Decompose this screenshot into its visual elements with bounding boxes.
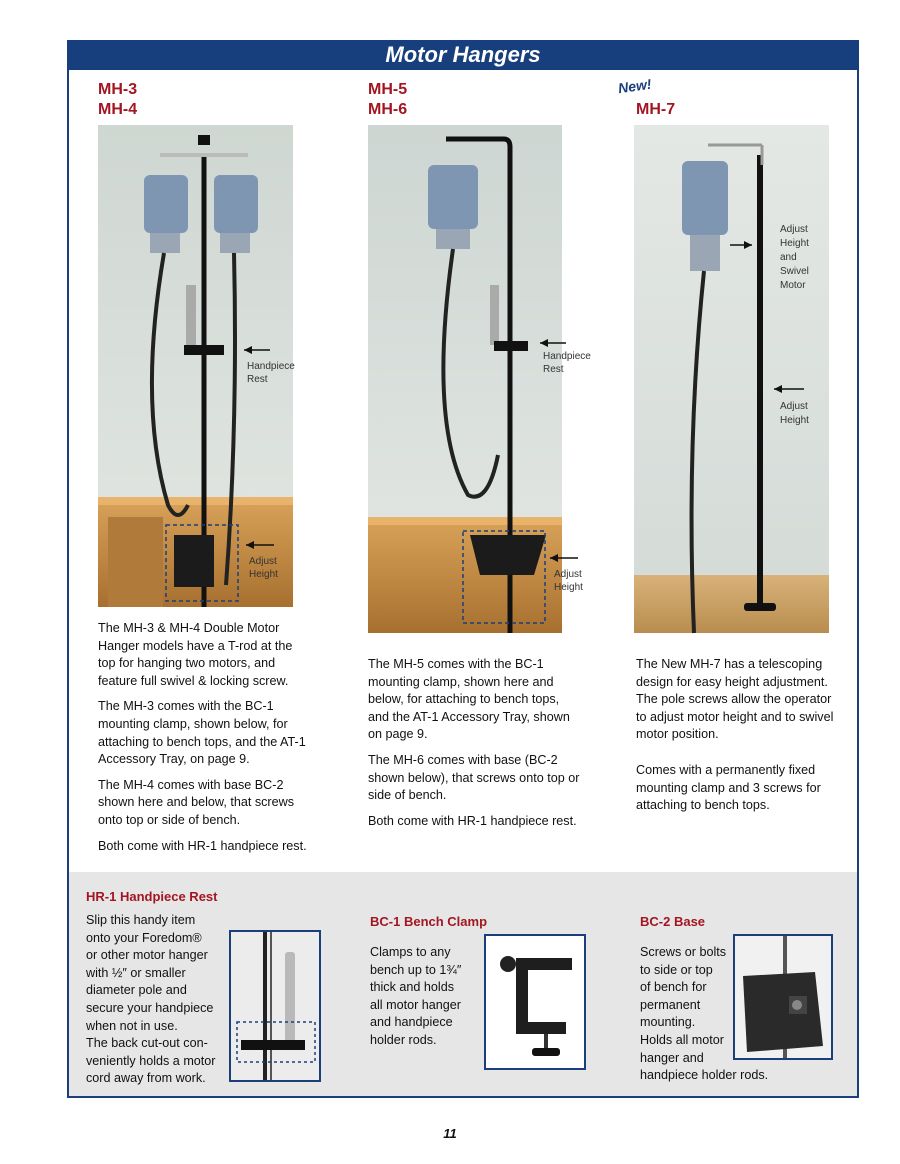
page-title: Motor Hangers (67, 40, 859, 70)
bc1-description (370, 944, 482, 1050)
model-name-mh4: MH-4 (98, 101, 138, 118)
bc2-line: hanger and (640, 1050, 704, 1065)
label-handpiece-rest-line2: Rest (247, 374, 268, 385)
mh3-paragraph-3: The MH-4 comes with base BC-2 shown here and below, that screws onto top or side of bench. (98, 777, 295, 827)
model-name-mh6: MH-6 (368, 101, 408, 118)
label-adjust-swivel-line5: Motor (780, 280, 806, 291)
hr1-description (86, 912, 226, 1088)
mh3-mh4-illustration (98, 125, 293, 607)
bc2-line: handpiece holder rods. (640, 1068, 769, 1083)
mh5-mh6-description (368, 656, 583, 838)
label-handpiece-rest-line1: Handpiece (543, 351, 591, 362)
page-number: 11 (443, 1126, 457, 1141)
new-badge: New! (617, 75, 653, 97)
label-adjust-swivel-line1: Adjust (780, 224, 808, 235)
label-adjust-height-line1: Adjust (780, 401, 808, 412)
label-adjust-height-line1: Adjust (554, 569, 582, 580)
bc2-heading: BC-2 Base (640, 914, 706, 929)
mh5-mh6-photo (368, 125, 591, 633)
model-name-mh5: MH-5 (368, 81, 408, 98)
bc1-line: thick and holds (370, 980, 455, 995)
bc2-photo (733, 934, 833, 1060)
bc1-line: all motor hanger (370, 997, 462, 1012)
hr1-line: with ½″ or smaller (86, 965, 186, 980)
hr1-line: onto your Foredom® (86, 930, 202, 945)
label-handpiece-rest-line2: Rest (543, 364, 564, 375)
bc2-line: Screws or bolts (640, 945, 727, 959)
mh5-paragraph-1: The MH-5 comes with the BC-1 mounting clamp, shown here and below, for attaching to bench tops, and the AT-1 Accessory Tray, shown on page 9. (368, 657, 570, 742)
mh5-paragraph-3: Both come with HR-1 handpiece rest. (368, 813, 577, 828)
mh3-paragraph-1: The MH-3 & MH-4 Double Motor Hanger models have a T-rod at the top for hanging two motors, and feature full swivel & locking screw. (98, 621, 293, 688)
mh3-mh4-photo (98, 125, 293, 607)
hr1-line: secure your handpiece (86, 1000, 214, 1015)
bc1-line: holder rods. (370, 1032, 437, 1047)
bc1-line: bench up to 1¾″ (370, 962, 462, 977)
hr1-illustration (231, 932, 319, 1080)
hr1-line: Slip this handy item (86, 913, 196, 927)
label-adjust-swivel-line4: Swivel (780, 266, 809, 277)
bc2-line: mounting. (640, 1015, 696, 1030)
label-adjust-height-line2: Height (780, 415, 809, 426)
hr1-line: diameter pole and (86, 983, 187, 998)
hr1-line: veniently holds a motor (86, 1053, 216, 1068)
mh7-photo (634, 125, 829, 633)
mh7-description (636, 656, 841, 823)
bc1-illustration (486, 936, 584, 1068)
hr1-photo (229, 930, 321, 1082)
bc2-line: permanent (640, 997, 701, 1012)
hr1-line: when not in use. (86, 1018, 178, 1033)
bc1-line: and handpiece (370, 1015, 453, 1030)
mh7-paragraph-1: The New MH-7 has a telescoping design for easy height adjustment. The pole screws allow the operator to adjust motor height and to swivel motor position. (636, 657, 834, 742)
label-adjust-height-line2: Height (249, 569, 278, 580)
bc2-illustration (735, 936, 831, 1058)
label-adjust-height-line2: Height (554, 582, 583, 593)
model-name-mh7: MH-7 (636, 101, 676, 118)
label-adjust-swivel-line3: and (780, 252, 797, 263)
model-name-mh3: MH-3 (98, 81, 138, 98)
bc2-line: Holds all motor (640, 1032, 724, 1047)
hr1-line: or other motor hanger (86, 948, 208, 963)
mh5-mh6-illustration (368, 125, 591, 633)
label-adjust-height-line1: Adjust (249, 556, 277, 567)
hr1-line: The back cut-out con- (86, 1036, 208, 1051)
label-adjust-swivel-line2: Height (780, 238, 809, 249)
mh3-paragraph-2: The MH-3 comes with the BC-1 mounting clamp, shown below, for attaching to bench tops, and the AT-1 Accessory Tray, on page 9. (98, 699, 306, 767)
bc1-line: Clamps to any (370, 945, 451, 959)
bc1-heading: BC-1 Bench Clamp (370, 914, 488, 929)
mh7-paragraph-2: Comes with a permanently fixed mounting clamp and 3 screws for attaching to bench tops. (636, 762, 821, 813)
mh3-paragraph-4: Both come with HR-1 handpiece rest. (98, 838, 307, 853)
bc1-photo (484, 934, 586, 1070)
bc2-line: of bench for (640, 980, 707, 995)
mh3-mh4-description (98, 620, 313, 863)
bc2-line: to side or top (640, 962, 713, 977)
label-handpiece-rest-line1: Handpiece (247, 361, 295, 372)
hr1-line: cord away from work. (86, 1071, 206, 1086)
mh7-illustration (634, 125, 829, 633)
hr1-heading: HR-1 Handpiece Rest (86, 889, 218, 904)
mh5-paragraph-2: The MH-6 comes with base (BC-2 shown below), that screws onto top or side of bench. (368, 752, 580, 803)
